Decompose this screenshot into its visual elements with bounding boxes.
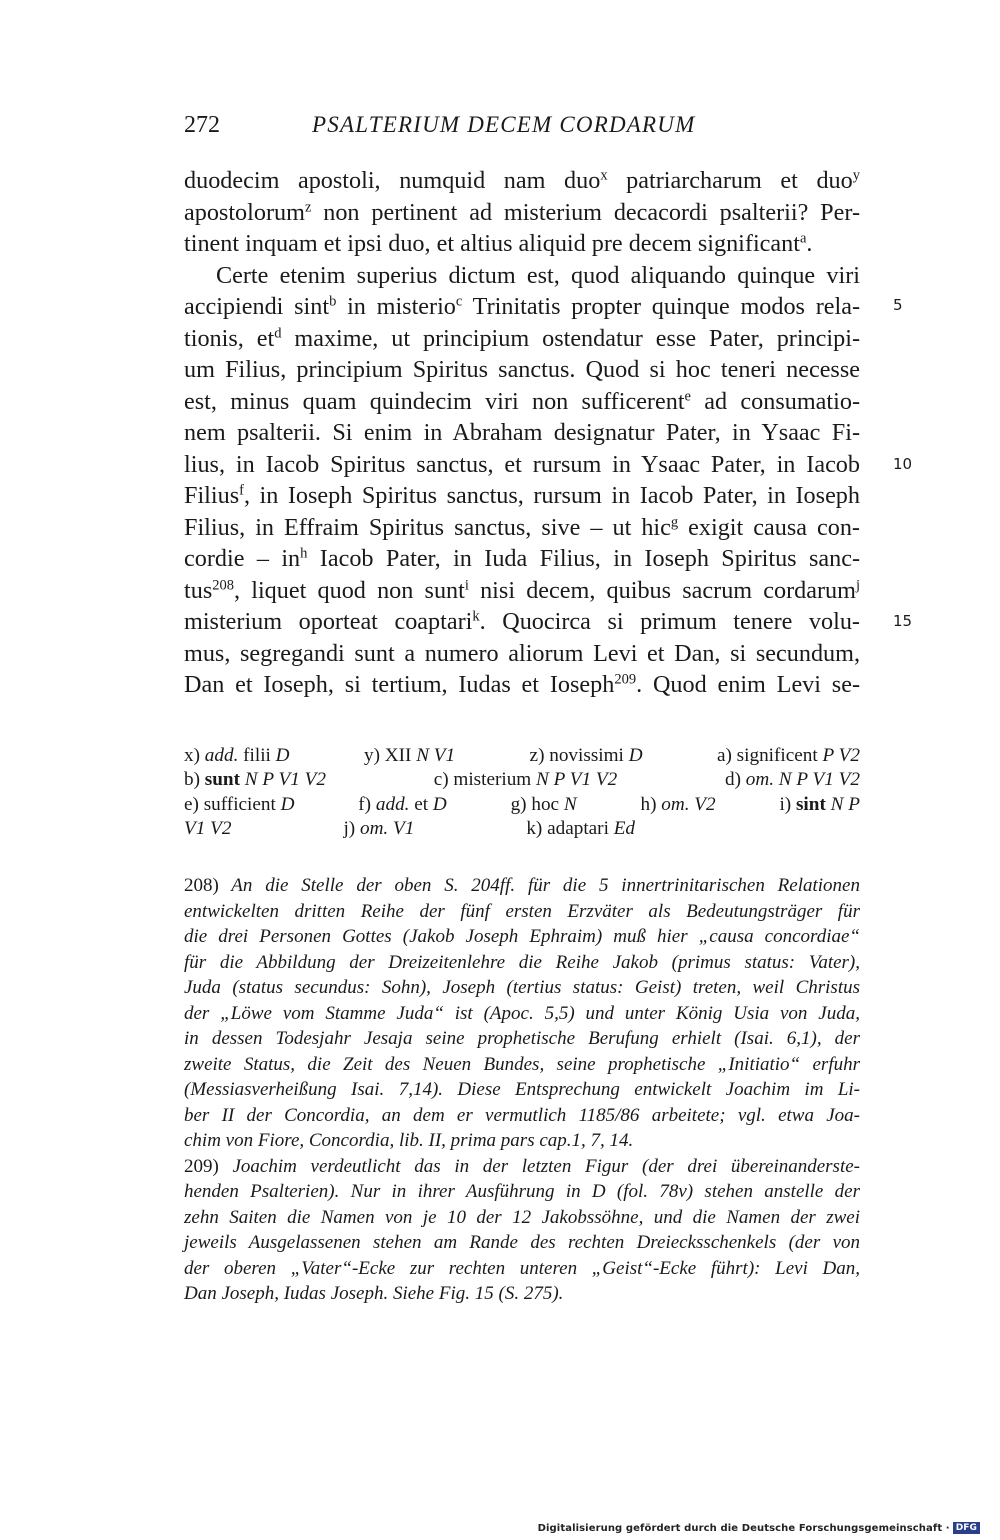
text-line: mus, segregandi sunt a numero aliorum Levi et Dan, si secundum, [184, 639, 860, 667]
apparatus-row [184, 817, 860, 841]
apparatus-entry: b) sunt N P V1 V2 [184, 769, 326, 791]
footnote-line: (Messiasverheißung Isai. 7,14). Diese Entsprechung entwickelt Joachim im Li- [184, 1079, 860, 1100]
footnote-line: henden Psalterien). Nur in ihrer Ausführung in D (fol. 78v) stehen anstelle der [184, 1181, 860, 1202]
text-line: um Filius, principium Spiritus sanctus. Quod si hoc teneri necesse [184, 356, 860, 383]
footnote-line: 208) An die Stelle der oben S. 204ff. für die 5 innertrinitarischen Relationen [184, 875, 860, 896]
footnote-line: in dessen Todesjahr Jesaja seine prophetische Berufung erhielt (Isai. 6,1), der [184, 1028, 860, 1049]
critical-apparatus [184, 744, 860, 842]
apparatus-entry: z) novissimi D [529, 745, 643, 766]
apparatus-entry: x) add. filii D [184, 745, 290, 766]
apparatus-entry: y) XII N V1 [363, 745, 456, 766]
text-line: Filius$^f$, in Ioseph Spiritus sanctus, rursum in Iacob Pater, in Ioseph [184, 482, 860, 509]
apparatus-entry: g) hoc N [510, 793, 577, 815]
apparatus-row [184, 768, 860, 792]
footnote-line: 209) Joachim verdeutlicht das in der letzten Figur (der drei übereinanderste- [184, 1155, 860, 1177]
apparatus-entry: a) significent P V2 [716, 745, 860, 766]
line-number: 15 [893, 612, 913, 630]
footer-text: Digitalisierung gefördert durch die Deutsche Forschungsgemeinschaft · [537, 1522, 950, 1534]
dfg-logo: DFG [953, 1522, 980, 1534]
text-line: nem psalterii. Si enim in Abraham designatur Pater, in Ysaac Fi- [184, 419, 860, 446]
page-header [184, 112, 860, 146]
apparatus-entry: V1 V2 [184, 818, 232, 840]
footnote-line: der oberen „Vater“-Ecke zur rechten unteren „Geist“-Ecke führt): Levi Dan, [184, 1257, 860, 1279]
apparatus-row [184, 793, 860, 817]
footnote-line: der „Löwe vom Stamme Juda“ ist (Apoc. 5,5) und unter König Usia von Juda, [184, 1002, 860, 1024]
line-number: 10 [893, 455, 913, 473]
main-text [184, 165, 860, 701]
apparatus-entry: h) om. V2 [640, 793, 716, 815]
text-line: misterium oporteat coaptari$^k$. Quocirca si primum tenere volu- [184, 608, 860, 635]
text-line: est, minus quam quindecim viri non sufficerent$^e$ ad consumatio- [184, 387, 860, 415]
apparatus-entry: f) add. et D [358, 793, 447, 815]
running-title: PSALTERIUM DECEM CORDARUM [312, 112, 696, 137]
apparatus-entry: d) om. N P V1 V2 [724, 769, 860, 791]
apparatus-entry: i) sint N P [779, 793, 860, 815]
text-line: apostolorum$^z$ non pertinent ad misterium decacordi psalterii? Per- [184, 198, 860, 226]
apparatus-entry: k) adaptari Ed [526, 818, 636, 840]
footnote-line: ber II der Concordia, an dem er vermutlich 1185/86 arbeitete; vgl. etwa Joa- [184, 1104, 860, 1126]
apparatus-entry: c) misterium N P V1 V2 [433, 769, 618, 791]
footnote-line: zweite Status, die Zeit des Neuen Bundes, seine prophetische „Initiatio“ erfuhr [184, 1053, 860, 1075]
footnote-line: zehn Saiten die Namen von je 10 der 12 Jakobssöhne, und die Namen der zwei [184, 1206, 860, 1228]
text-line: Dan et Ioseph, si tertium, Iudas et Ioseph$^{209}$. Quod enim Levi se- [184, 671, 861, 698]
text-line: tionis, $et^d$ maxime, ut principium ostendatur esse Pater, principi- [184, 324, 861, 352]
text-line: tinent inquam et ipsi duo, et altius aliquid pre decem significant$^a$. [184, 230, 813, 257]
text-line: duodecim apostoli, numquid nam duo$^x$ patriarcharum et duo$^y$ [184, 167, 860, 194]
apparatus-entry: e) sufficient D [184, 793, 295, 815]
text-line: tus$^{208}$, liquet quod non sunt$^i$ nisi decem, quibus sacrum cordarum$^j$ [184, 576, 861, 604]
footnote-line: entwickelten dritten Reihe der fünf ersten Erzväter als Bedeutungsträger für [184, 900, 860, 922]
footnotes [184, 873, 860, 1307]
footnote-line: die drei Personen Gottes (Jakob Joseph Ephraim) muß hier „causa concordiae“ [184, 926, 860, 947]
footnote-line: Dan Joseph, Iudas Joseph. Siehe Fig. 15 (S. 275). [184, 1283, 564, 1304]
apparatus-entry: j) om. V1 [343, 818, 415, 840]
text-line: Filius, in Effraim Spiritus sanctus, sive – ut hic$^g$ exigit causa con- [184, 513, 860, 541]
footnote-line: Juda (status secundus: Sohn), Joseph (tertius status: Geist) treten, weil Christus [184, 977, 860, 998]
line-number: 5 [893, 296, 903, 314]
text-line: accipiendi sint$^b$ in misterio$^c$ Trinitatis propter quinque modos rela- [184, 293, 860, 320]
digitization-footer [538, 1522, 980, 1534]
text-line: cordie – $in^h$ Iacob Pater, in Iuda Filius, in Ioseph Spiritus sanc- [184, 545, 861, 572]
footnote-line: jeweils Ausgelassenen stehen am Rande des rechten Dreiecksschenkels (der von [184, 1232, 860, 1253]
apparatus-row [184, 744, 860, 768]
page-number: 272 [184, 112, 220, 138]
footnote-line: für die Abbildung der Dreizeitenlehre die Reihe Jakob (primus status: Vater), [184, 951, 860, 973]
footnote-line: chim von Fiore, Concordia, lib. II, prima pars cap.1, 7, 14. [184, 1130, 634, 1151]
text-line: Certe etenim superius dictum est, quod aliquando quinque viri [216, 261, 860, 289]
text-line: lius, in Iacob Spiritus sanctus, et rursum in Ysaac Pater, in Iacob [184, 450, 860, 478]
